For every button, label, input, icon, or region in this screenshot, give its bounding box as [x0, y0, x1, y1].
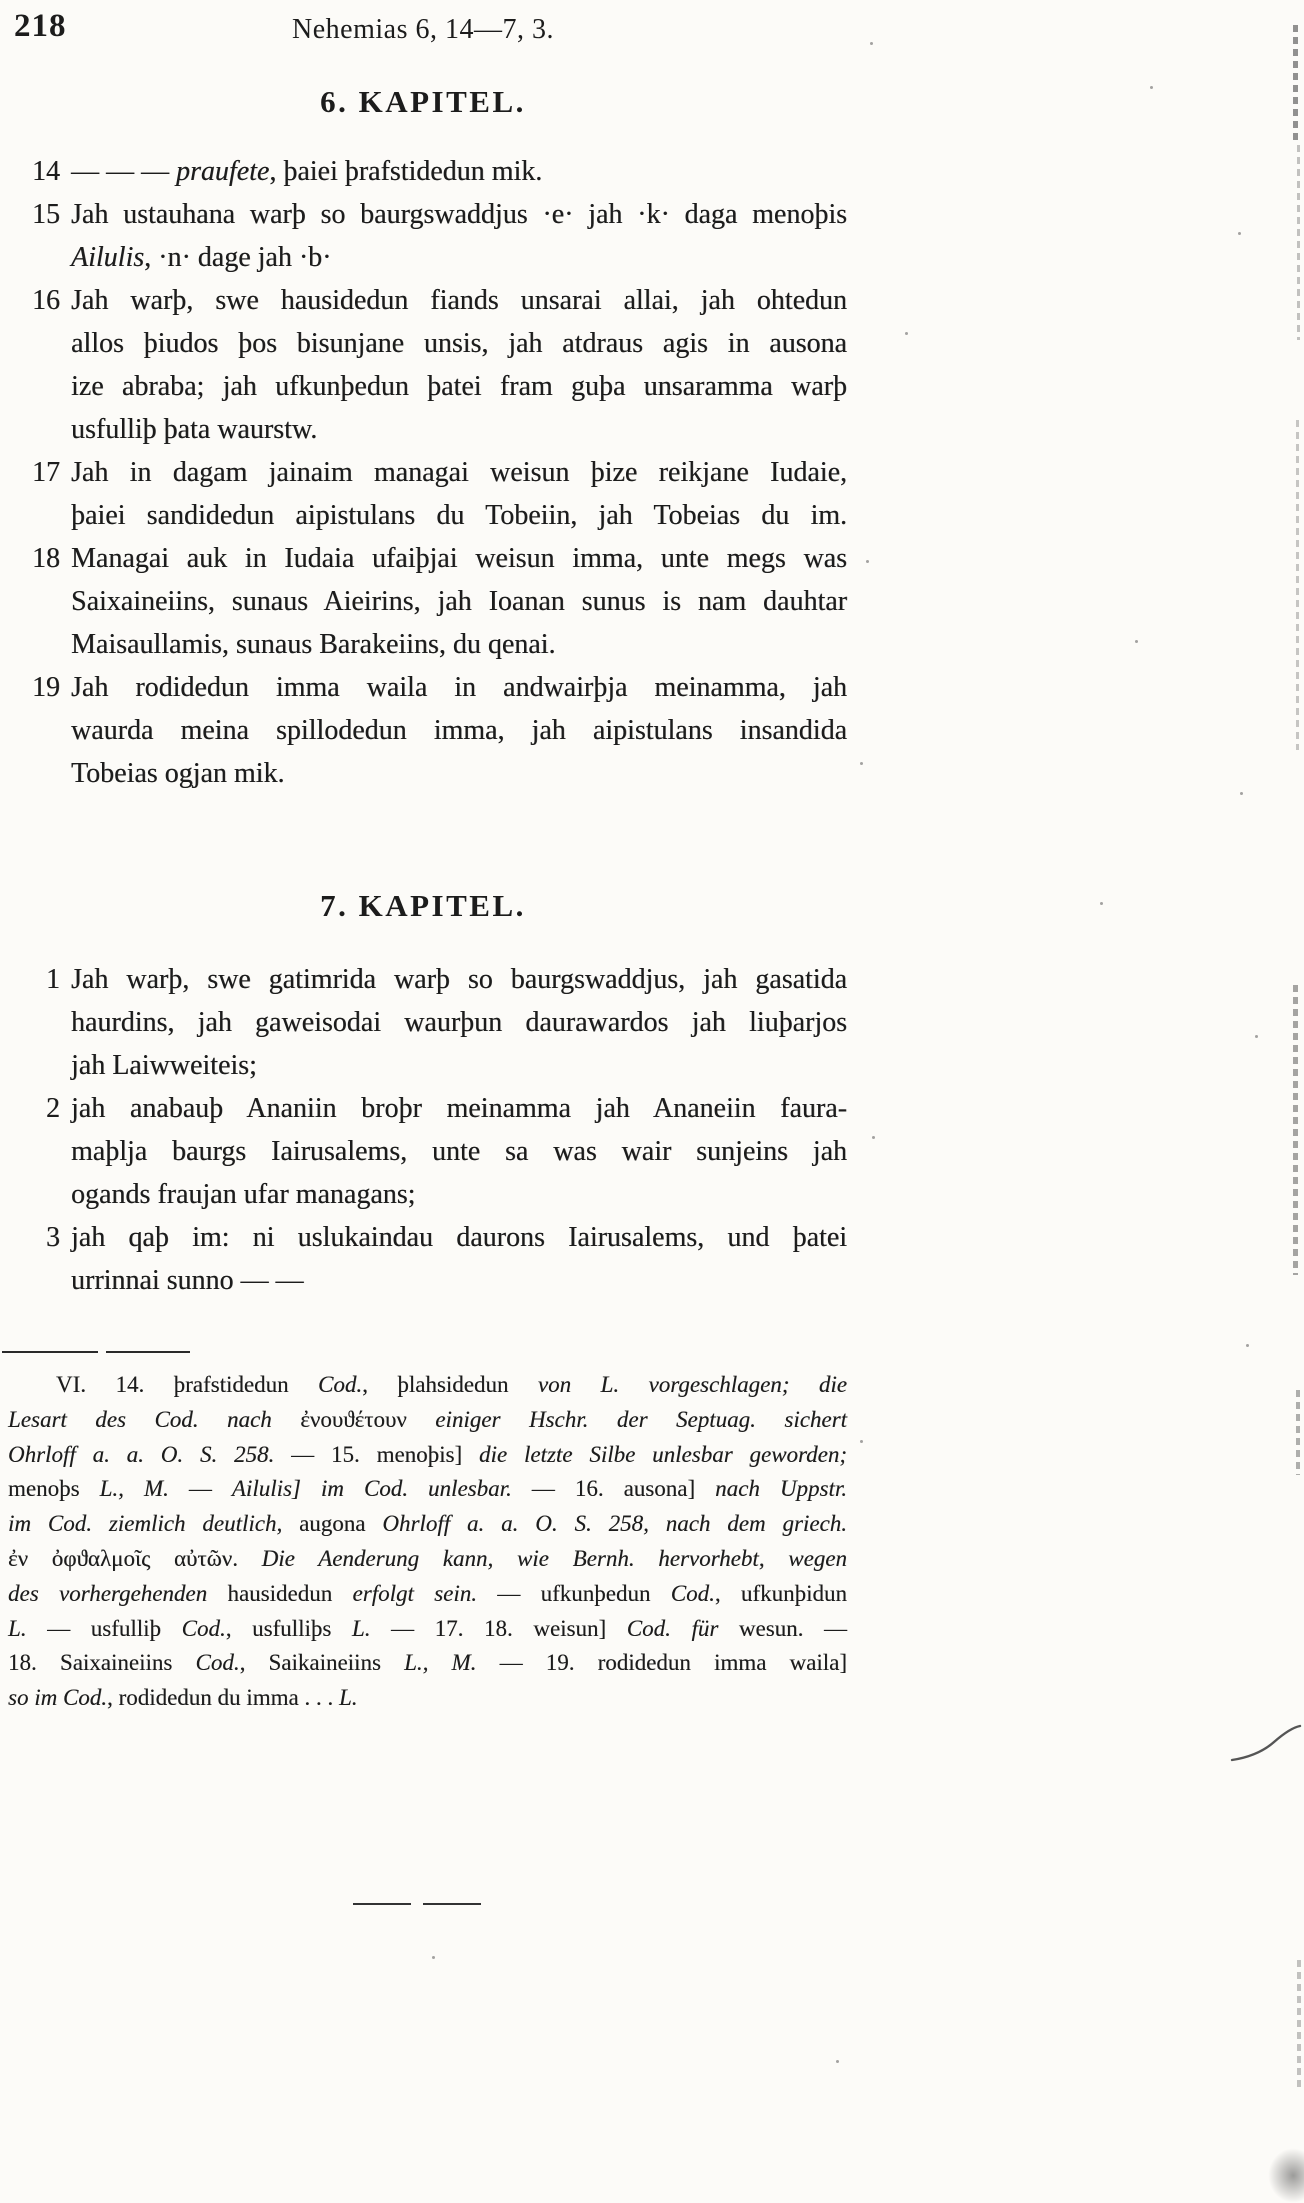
text-run: wesun. —	[738, 1615, 848, 1641]
verse-text	[71, 1130, 847, 1173]
verse-line	[14, 752, 847, 795]
italic-text-run: Cod.	[181, 1615, 226, 1641]
chapter-6-heading: 6. KAPITEL.	[320, 84, 526, 119]
ink-speck	[872, 1136, 875, 1139]
text-run: , þaiei þrafstidedun mik.	[269, 156, 543, 187]
scan-edge-artifact	[1296, 420, 1299, 750]
verse-text	[71, 494, 847, 537]
text-run: 18. Saixaineiins	[8, 1650, 196, 1676]
text-run: — usfulliþ	[26, 1615, 182, 1641]
verse-line	[14, 709, 847, 752]
text-run: jah qaþ im: ni uslukaindau daurons Iairusalems, und þatei	[71, 1222, 847, 1253]
verse-text	[71, 709, 847, 752]
verse-text	[71, 279, 847, 322]
footnote-line	[8, 1403, 847, 1438]
text-run: ἐν ὀφϑαλμοῖς αὐτῶν.	[8, 1545, 262, 1571]
text-run: — 15. menoþis]	[274, 1441, 480, 1467]
verse-text	[71, 537, 847, 580]
verse-line	[14, 1087, 847, 1130]
verse-number	[14, 1259, 60, 1302]
verse-line	[14, 1001, 847, 1044]
text-run: jah anabauþ Ananiin broþr meinamma jah Ananeiin faura-	[71, 1093, 847, 1124]
footnote-line	[8, 1612, 847, 1647]
italic-text-run: Cod.	[318, 1372, 363, 1397]
verse-line	[14, 279, 847, 322]
text-run: Managai auk in Iudaia ufaiþjai weisun imma, unte megs was	[71, 543, 847, 574]
verse-text	[71, 193, 847, 236]
italic-text-run: des vorhergehenden	[8, 1580, 228, 1606]
italic-text-run: L.	[338, 1685, 358, 1711]
text-run: — 17. 18. weisun]	[370, 1615, 627, 1641]
scan-edge-artifact	[1297, 1960, 1301, 2090]
footnote-separator-rule	[2, 1351, 190, 1353]
verse-number: 15	[32, 199, 60, 230]
verse-number	[14, 1044, 60, 1087]
verse-text	[71, 1001, 847, 1044]
text-run: ἐνουϑέτουν	[300, 1406, 436, 1432]
verse-text	[71, 1044, 847, 1087]
ink-speck	[1240, 792, 1243, 795]
verse-number: 14	[32, 156, 60, 187]
verse-line	[14, 580, 847, 623]
verse-line	[14, 1130, 847, 1173]
italic-text-run: Die Aenderung kann, wie Bernh. hervorhebt, wegen	[261, 1545, 847, 1571]
italic-text-run: Ohrloff a. a. O. S. 258.	[8, 1441, 275, 1467]
italic-text-run: Lesart des Cod. nach	[8, 1406, 301, 1432]
text-run: Tobeias ogjan mik.	[71, 758, 285, 789]
italic-text-run: nach Uppstr.	[715, 1476, 847, 1502]
text-run: ize abraba; jah ufkunþedun þatei fram guþa unsaramma warþ	[71, 371, 847, 402]
text-run: waurda meina spillodedun imma, jah aipistulans insandida	[71, 715, 847, 746]
text-run: Jah warþ, swe gatimrida warþ so baurgswaddjus, jah gasatida	[71, 964, 847, 995]
verse-number: 16	[32, 285, 60, 316]
footnote-line	[8, 1368, 847, 1403]
footnote-line	[8, 1646, 847, 1681]
ink-speck	[860, 1440, 863, 1443]
text-run: Jah rodidedun imma waila in andwairþja meinamma, jah	[71, 672, 847, 703]
ink-speck	[836, 2060, 839, 2063]
scan-edge-artifact	[1293, 985, 1298, 1275]
verse-number: 17	[32, 457, 60, 488]
italic-text-run: Cod. für	[626, 1615, 739, 1641]
verse-number: 1	[46, 964, 60, 995]
ink-speck	[1238, 232, 1241, 235]
ink-speck	[1246, 1344, 1249, 1347]
italic-text-run: Cod.	[195, 1650, 240, 1676]
verse-line	[14, 537, 847, 580]
italic-text-run: L., M.	[99, 1476, 169, 1502]
text-run: Saixaineiins, sunaus Aieirins, jah Ioanan sunus is nam dauhtar	[71, 586, 847, 617]
text-run: — 19. rodidedun imma waila]	[476, 1650, 848, 1676]
ink-speck	[1255, 1035, 1258, 1038]
text-run: usfulliþ þata waurstw.	[71, 414, 318, 445]
chapter-7-verses	[14, 958, 847, 1302]
verse-text	[71, 408, 847, 451]
text-run: VI. 14. þrafstidedun	[56, 1372, 319, 1397]
verse-number: 3	[46, 1222, 60, 1253]
verse-line	[14, 958, 847, 1001]
verse-text	[71, 322, 847, 365]
text-run: Jah in dagam jainaim managai weisun þize reikjane Iudaie,	[71, 457, 847, 488]
text-run: Jah warþ, swe hausidedun fiands unsarai allai, jah ohtedun	[71, 285, 847, 316]
ink-speck	[860, 762, 863, 765]
verse-number	[14, 236, 60, 279]
ink-speck	[1150, 86, 1153, 89]
verse-text	[71, 958, 847, 1001]
verse-text	[71, 752, 847, 795]
text-run: , þlahsidedun	[362, 1372, 538, 1397]
verse-line	[14, 1259, 847, 1302]
footnote-line	[8, 1577, 847, 1612]
ink-speck	[432, 1956, 435, 1959]
verse-number	[14, 365, 60, 408]
footnote-line	[8, 1507, 847, 1542]
italic-text-run: im Cod. ziemlich deutlich,	[8, 1511, 300, 1537]
verse-number	[14, 322, 60, 365]
text-run: , usfulliþs	[225, 1615, 352, 1641]
verse-line	[14, 666, 847, 709]
verse-text	[71, 580, 847, 623]
footnote-line	[8, 1438, 847, 1473]
verse-number	[14, 1173, 60, 1216]
running-header: Nehemias 6, 14—7, 3.	[292, 14, 554, 45]
chapter-7-heading: 7. KAPITEL.	[320, 888, 526, 923]
verse-line	[14, 150, 847, 193]
ink-speck	[866, 560, 869, 563]
text-run: hausidedun	[227, 1580, 353, 1606]
italic-text-run: Cod.	[670, 1580, 715, 1606]
verse-text	[71, 236, 847, 279]
verse-line	[14, 236, 847, 279]
verse-number: 2	[46, 1093, 60, 1124]
text-run: þaiei sandidedun aipistulans du Tobeiin, jah Tobeias du im.	[71, 500, 847, 531]
footnote-line	[8, 1542, 847, 1577]
text-run: jah Laiwweiteis;	[71, 1050, 257, 1081]
text-run: allos þiudos þos bisunjane unsis, jah atdraus agis in ausona	[71, 328, 847, 359]
verse-text	[71, 365, 847, 408]
verse-number	[14, 408, 60, 451]
text-run: , rodidedun du imma . . .	[107, 1685, 339, 1711]
verse-line	[14, 193, 847, 236]
pen-mark-artifact	[1228, 1712, 1304, 1774]
verse-text	[71, 1259, 847, 1302]
verse-text	[71, 1173, 847, 1216]
text-run: Maisaullamis, sunaus Barakeiins, du qenai.	[71, 629, 556, 660]
text-run: haurdins, jah gaweisodai waurþun daurawardos jah liuþarjos	[71, 1007, 847, 1038]
scan-edge-artifact	[1297, 145, 1300, 340]
text-run: augona	[299, 1511, 383, 1537]
page-number: 218	[14, 8, 67, 44]
bottom-divider-rule	[353, 1903, 493, 1905]
critical-apparatus	[8, 1368, 847, 1716]
text-run: maþlja baurgs Iairusalems, unte sa was wair sunjeins jah	[71, 1136, 847, 1167]
verse-line	[14, 1216, 847, 1259]
text-run: , Saikaineiins	[239, 1650, 405, 1676]
italic-text-run: L.	[351, 1615, 371, 1641]
italic-text-run: einiger Hschr. der Septuag. sichert	[435, 1406, 847, 1432]
text-run: menoþs	[8, 1476, 100, 1502]
text-run: , ·n· dage jah ·b·	[144, 242, 332, 273]
verse-number	[14, 580, 60, 623]
italic-text-run: Ailulis	[71, 242, 145, 273]
verse-number: 18	[32, 543, 60, 574]
text-run: Jah ustauhana warþ so baurgswaddjus ·e· jah ·k· daga menoþis	[71, 199, 847, 230]
italic-text-run: die letzte Silbe unlesbar geworden;	[479, 1441, 848, 1467]
ink-speck	[1135, 640, 1138, 643]
text-run: urrinnai sunno — —	[71, 1265, 304, 1296]
verse-line	[14, 451, 847, 494]
scan-edge-artifact	[1296, 1390, 1300, 1475]
verse-text	[71, 623, 847, 666]
verse-line	[14, 322, 847, 365]
text-run: —	[168, 1476, 232, 1502]
italic-text-run: so im Cod.	[8, 1685, 108, 1711]
italic-text-run: L., M.	[404, 1650, 477, 1676]
scan-edge-artifact	[1293, 25, 1298, 140]
italic-text-run: erfolgt sein.	[352, 1580, 477, 1606]
verse-number	[14, 1130, 60, 1173]
italic-text-run: praufete	[176, 156, 270, 187]
text-run: , ufkunþidun	[714, 1580, 847, 1606]
verse-number	[14, 1001, 60, 1044]
verse-number	[14, 752, 60, 795]
verse-number	[14, 709, 60, 752]
verse-line	[14, 1044, 847, 1087]
footnote-line	[8, 1681, 847, 1716]
italic-text-run: von L. vorgeschlagen; die	[537, 1372, 847, 1397]
verse-line	[14, 494, 847, 537]
verse-text	[71, 666, 847, 709]
text-run: — — —	[71, 156, 176, 187]
verse-line	[14, 623, 847, 666]
text-run: ogands fraujan ufar managans;	[71, 1179, 416, 1210]
italic-text-run: Ohrloff a. a. O. S. 258, nach dem griech.	[382, 1511, 847, 1537]
verse-number	[14, 623, 60, 666]
scan-corner-smudge	[1268, 2148, 1304, 2203]
chapter-6-verses	[14, 150, 847, 795]
verse-number: 19	[32, 672, 60, 703]
verse-line	[14, 365, 847, 408]
text-run: — ufkunþedun	[476, 1580, 671, 1606]
verse-line	[14, 1173, 847, 1216]
verse-text	[71, 451, 847, 494]
footnote-line	[8, 1472, 847, 1507]
ink-speck	[1100, 902, 1103, 905]
verse-text	[71, 1087, 847, 1130]
ink-speck	[905, 332, 908, 335]
ink-speck	[870, 42, 873, 45]
verse-line	[14, 408, 847, 451]
verse-number	[14, 494, 60, 537]
italic-text-run: Ailulis] im Cod. unlesbar.	[231, 1476, 512, 1502]
verse-text	[71, 150, 847, 193]
italic-text-run: L.	[8, 1615, 27, 1641]
verse-text	[71, 1216, 847, 1259]
text-run: — 16. ausona]	[511, 1476, 716, 1502]
